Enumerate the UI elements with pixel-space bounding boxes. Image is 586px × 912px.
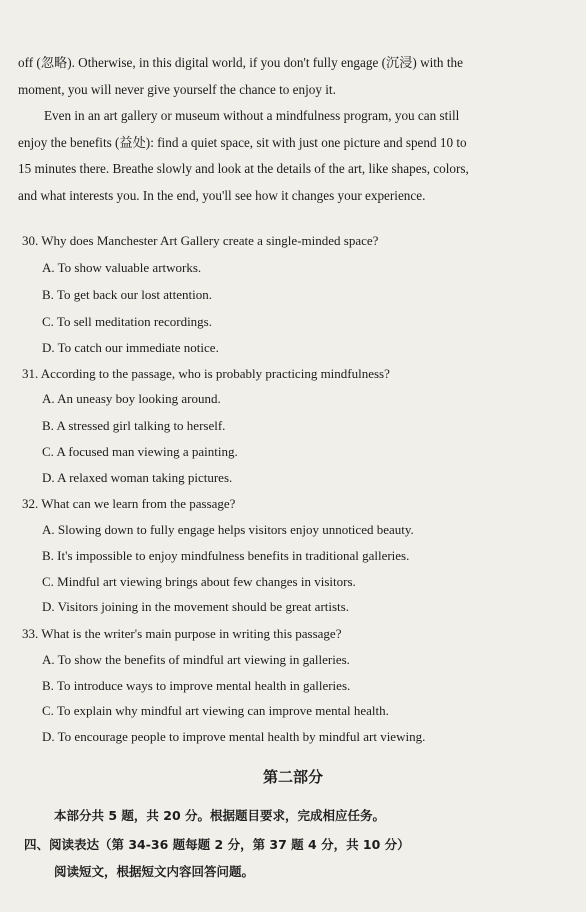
- question-31-stem: 31. According to the passage, who is probably practicing mindfulness?: [22, 366, 390, 381]
- question-33-stem: 33. What is the writer's main purpose in writing this passage?: [22, 626, 342, 641]
- passage-line: enjoy the benefits (益处): find a quiet space, sit with just one picture and spend 10 to: [18, 134, 467, 150]
- question-32-option-b: B. It's impossible to enjoy mindfulness benefits in traditional galleries.: [42, 548, 410, 563]
- question-30-option-c: C. To sell meditation recordings.: [42, 314, 212, 329]
- question-33-option-a: A. To show the benefits of mindful art viewing in galleries.: [42, 652, 350, 667]
- question-32-stem: 32. What can we learn from the passage?: [22, 496, 236, 511]
- question-31-option-a: A. An uneasy boy looking around.: [42, 391, 221, 406]
- passage-line: off (忽略). Otherwise, in this digital world, if you don't fully engage (沉浸) with the: [18, 55, 463, 70]
- question-33-option-d: D. To encourage people to improve mental health by mindful art viewing.: [42, 729, 426, 744]
- question-30-option-b: B. To get back our lost attention.: [42, 287, 212, 302]
- question-31-option-c: C. A focused man viewing a painting.: [42, 444, 238, 459]
- question-30-stem: 30. Why does Manchester Art Gallery create a single-minded space?: [22, 233, 379, 248]
- passage-line: Even in an art gallery or museum without a mindfulness program, you can still: [44, 108, 460, 123]
- question-30-option-a: A. To show valuable artworks.: [42, 260, 202, 275]
- passage-text: [18, 50, 524, 209]
- question-33-option-c: C. To explain why mindful art viewing can improve mental health.: [42, 703, 389, 718]
- question-32-option-d: D. Visitors joining in the movement should be great artists.: [42, 599, 349, 614]
- part-2-intro: 本部分共 5 题，共 20 分。根据题目要求，完成相应任务。: [54, 808, 386, 823]
- section-4-instruction: 阅读短文，根据短文内容回答问题。: [54, 864, 255, 879]
- question-32-option-c: C. Mindful art viewing brings about few changes in visitors.: [42, 574, 356, 589]
- question-32-option-a: A. Slowing down to fully engage helps visitors enjoy unnoticed beauty.: [42, 522, 414, 537]
- part-2-title: 第二部分: [262, 768, 323, 786]
- section-4-heading: 四、阅读表达（第 34-36 题每题 2 分，第 37 题 4 分，共 10 分）: [24, 837, 410, 852]
- question-31-option-d: D. A relaxed woman taking pictures.: [42, 470, 233, 485]
- question-31-option-b: B. A stressed girl talking to herself.: [42, 418, 226, 433]
- question-30-option-d: D. To catch our immediate notice.: [42, 340, 219, 355]
- question-33-option-b: B. To introduce ways to improve mental health in galleries.: [42, 678, 351, 693]
- passage-line: moment, you will never give yourself the chance to enjoy it.: [18, 81, 336, 97]
- passage-line: and what interests you. In the end, you'll see how it changes your experience.: [18, 187, 426, 203]
- passage-line: 15 minutes there. Breathe slowly and look at the details of the art, like shapes, colors,: [18, 161, 469, 176]
